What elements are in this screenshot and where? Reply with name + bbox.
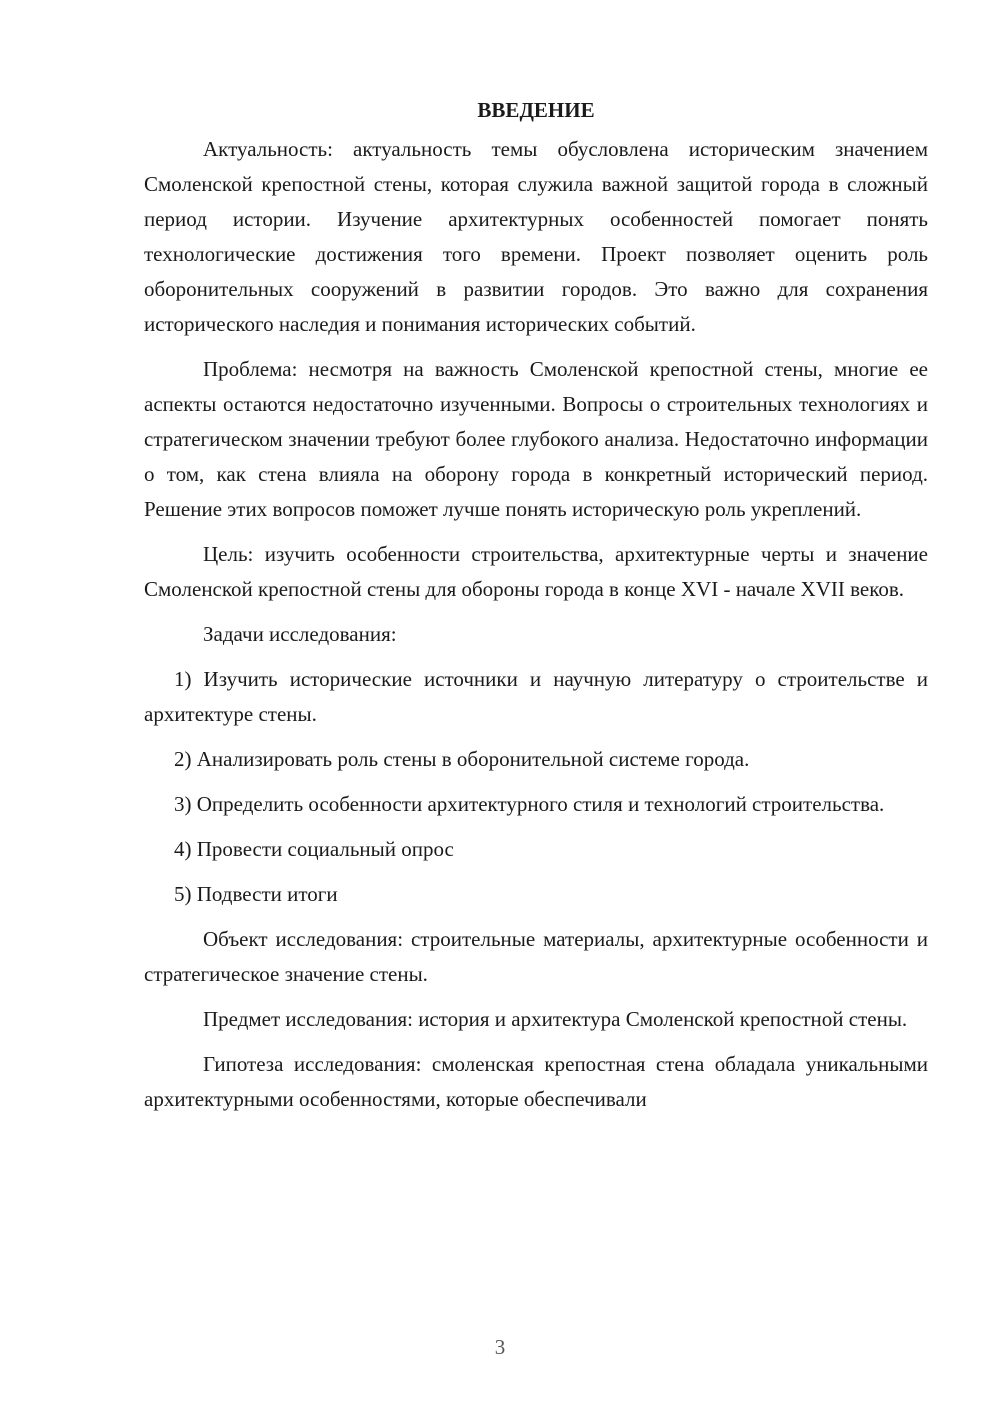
task-item: 5) Подвести итоги	[174, 882, 338, 906]
task-item: 3) Определить особенности архитектурного стиля и технологий строительства.	[174, 792, 885, 816]
object-paragraph: Объект исследования: строительные материалы, архитектурные особенности и стратегическое значение стены.	[144, 927, 928, 986]
problem-paragraph: Проблема: несмотря на важность Смоленской крепостной стены, многие ее аспекты остаются недостаточно изученными. Вопросы о строительных технологиях и стратегическом значении требуют более глубокого анализа. Недостаточно информации о том, как стена влияла на оборону города в конкретный исторический период. Решение этих вопросов поможет лучше понять историческую роль укреплений.	[144, 357, 928, 521]
task-item: 4) Провести социальный опрос	[174, 837, 454, 861]
task-item: 2) Анализировать роль стены в оборонительной системе города.	[174, 747, 750, 771]
page-number: 3	[494, 1335, 506, 1359]
tasks-heading: Задачи исследования:	[203, 622, 397, 646]
relevance-paragraph: Актуальность: актуальность темы обусловлена историческим значением Смоленской крепостной стены, которая служила важной защитой города в сложный период истории. Изучение архитектурных особенностей помогает понять технологические достижения того времени. Проект позволяет оценить роль оборонительных сооружений в развитии городов. Это важно для сохранения исторического наследия и понимания исторических событий.	[144, 137, 928, 336]
page-content	[144, 92, 928, 1127]
task-item: 1) Изучить исторические источники и научную литературу о строительстве и архитектуре стены.	[144, 667, 928, 726]
hypothesis-paragraph: Гипотеза исследования: смоленская крепостная стена обладала уникальными архитектурными особенностями, которые обеспечивали	[144, 1052, 928, 1111]
subject-paragraph: Предмет исследования: история и архитектура Смоленской крепостной стены.	[203, 1007, 908, 1031]
goal-paragraph: Цель: изучить особенности строительства, архитектурные черты и значение Смоленской крепостной стены для обороны города в конце XVI - начале XVII веков.	[144, 542, 928, 601]
section-title: ВВЕДЕНИЕ	[477, 98, 595, 122]
